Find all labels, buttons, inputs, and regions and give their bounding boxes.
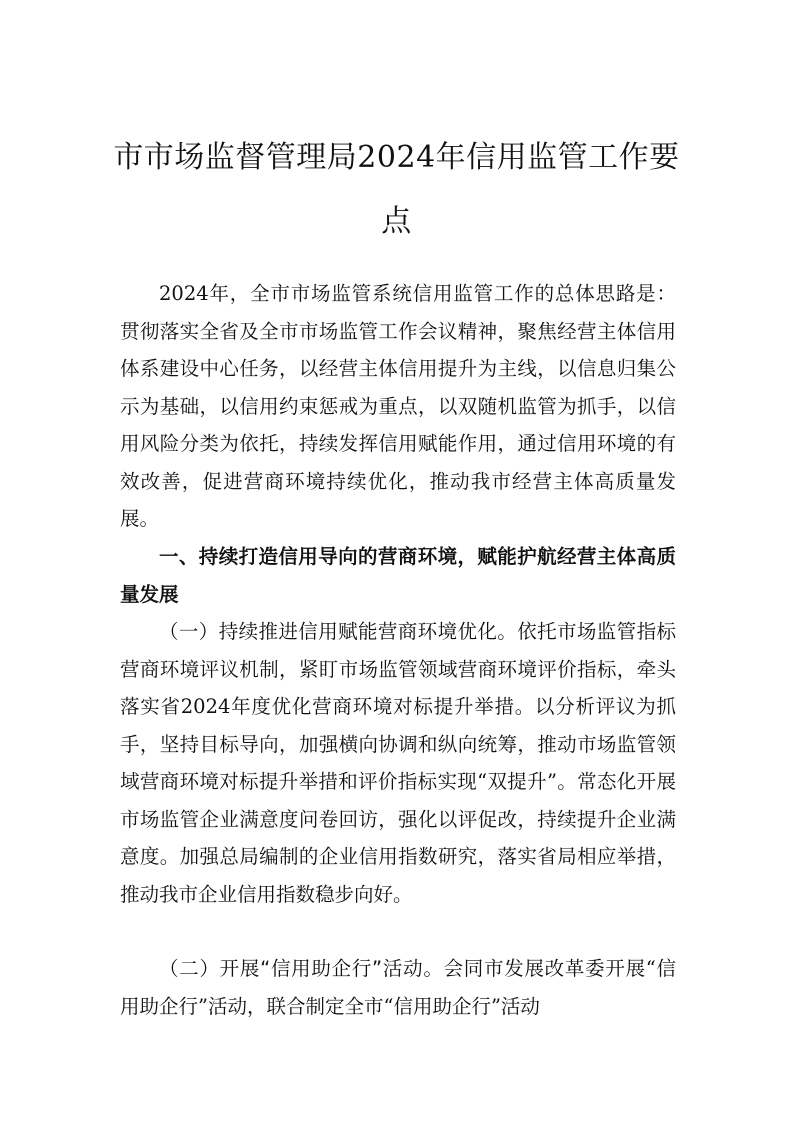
item-1-block	[120, 613, 676, 913]
item-2-paragraph	[120, 950, 676, 1025]
item-2-block	[120, 950, 676, 1025]
document-title: 市市场监督管理局2024年信用监管工作要点	[113, 140, 680, 239]
section-heading-block	[120, 538, 676, 613]
item-1-paragraph	[120, 613, 676, 913]
intro-paragraph-block	[120, 275, 676, 538]
intro-paragraph: 2024年，全市市场监管系统信用监管工作的总体思路是：贯彻落实全省及全市市场监管工作会议精神，聚焦经营主体信用体系建设中心任务，以经营主体信用提升为主线，以信息归集公示为基础，以信用约束惩戒为重点，以双随机监管为抓手，以信用风险分类为依托，持续发挥信用赋能作用，通过信用环境的有效改善，促进营商环境持续优化，推动我市经营主体高质量发展。	[120, 282, 676, 530]
item-2-text: 会同市发展改革委开展“信用助企行”活动，联合制定全市“信用助企行”活动	[120, 957, 676, 1018]
item-1-text: 依托市场监管指标营商环境评议机制，紧盯市场监管领域营商环境评价指标，牵头落实省2024年度优化营商环境对标提升举措。以分析评议为抓手，坚持目标导向，加强横向协调和纵向统筹，推动市场监管领域营商环境对标提升举措和评价指标实现“双提升”。常态化开展市场监管企业满意度问卷回访，强化以评促改，持续提升企业满意度。加强总局编制的企业信用指数研究，落实省局相应举措，推动我市企业信用指数稳步向好。	[120, 620, 676, 906]
section-heading: 一、持续打造信用导向的营商环境，赋能护航经营主体高质量发展	[120, 545, 676, 606]
item-2-lead: （二）开展“信用助企行”活动。	[159, 957, 444, 980]
item-1-lead: （一）持续推进信用赋能营商环境优化。	[159, 620, 518, 643]
